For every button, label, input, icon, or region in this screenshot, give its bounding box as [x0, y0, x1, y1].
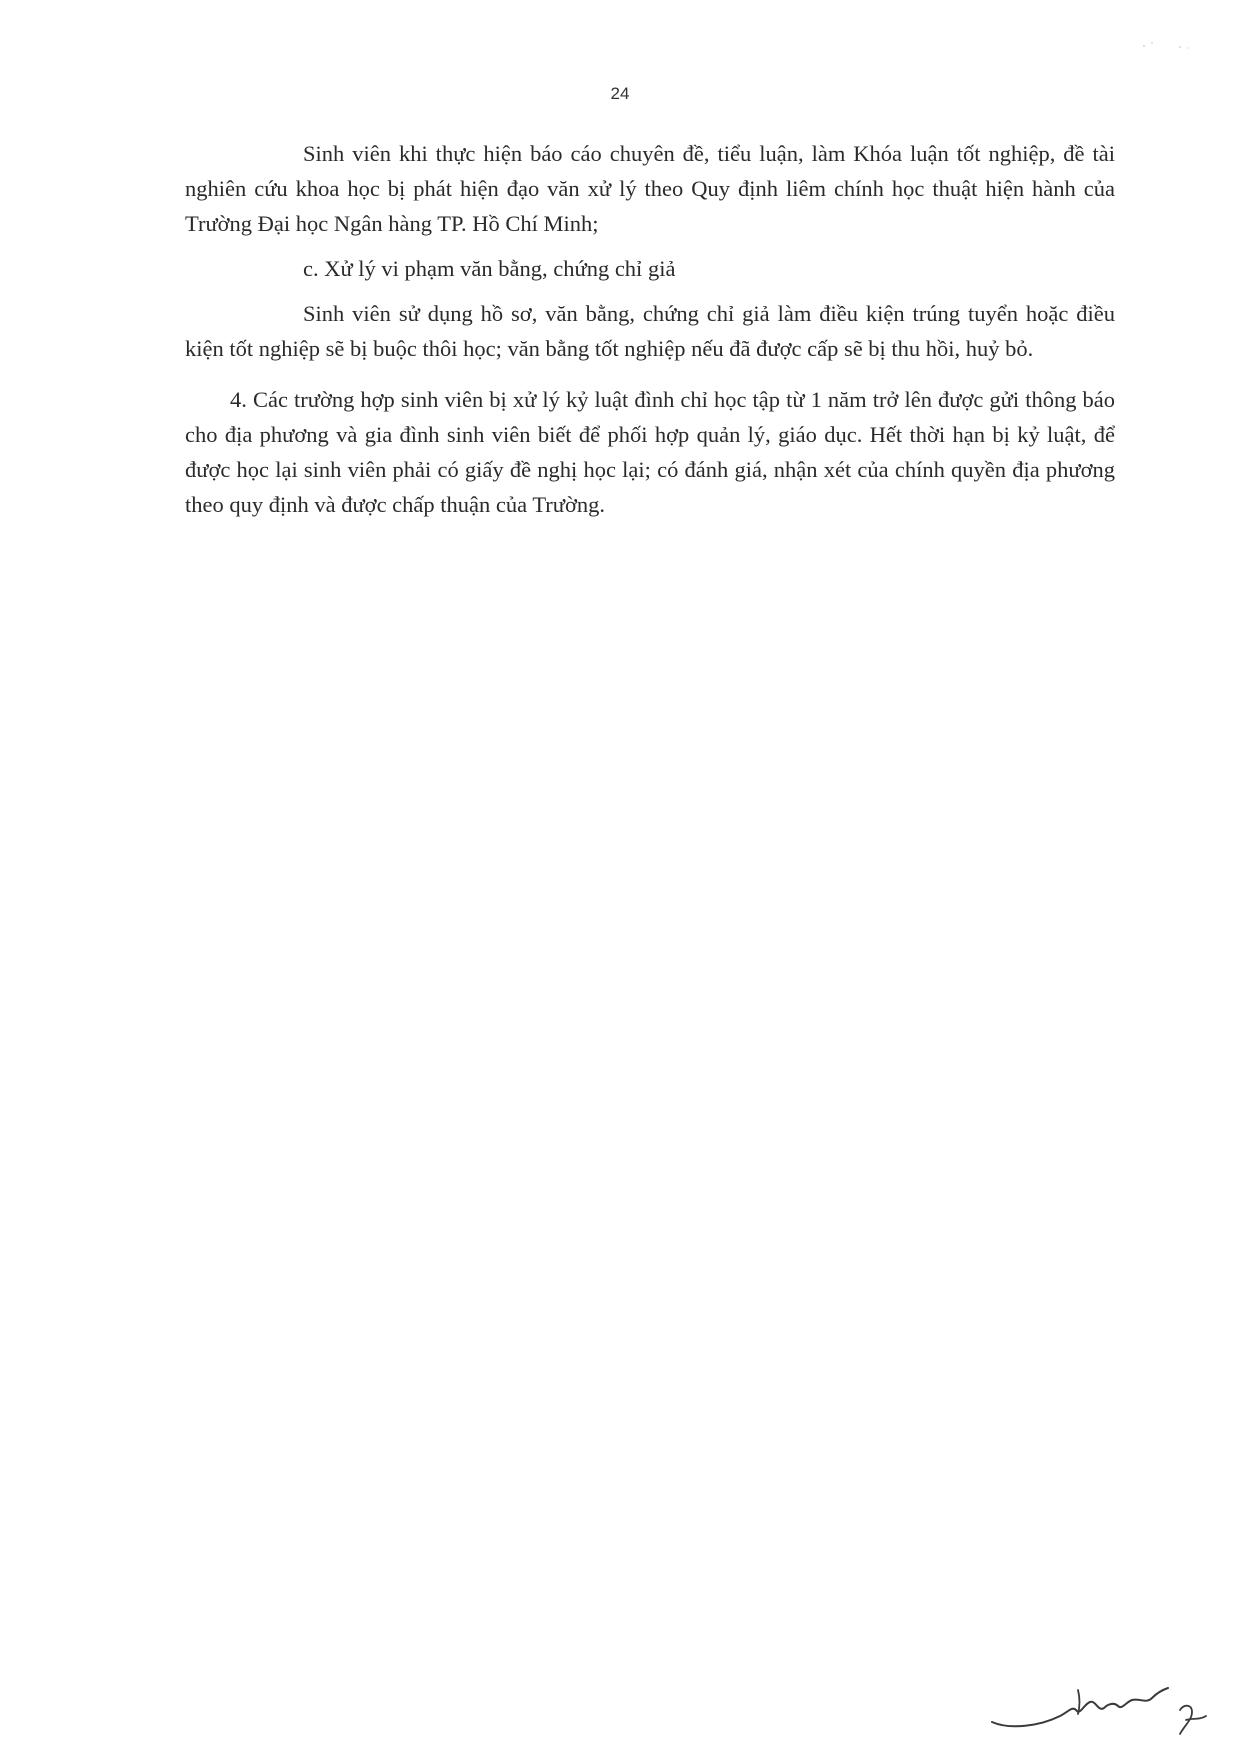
document-body [185, 136, 1115, 522]
handwritten-signature [980, 1660, 1220, 1740]
scan-speck-marks [1140, 40, 1200, 52]
paragraph-fake-certificates: Sinh viên sử dụng hồ sơ, văn bằng, chứng chỉ giả làm điều kiện trúng tuyển hoặc điều kiện tốt nghiệp sẽ bị buộc thôi học; văn bằng tốt nghiệp nếu đã được cấp sẽ bị thu hồi, huỷ bỏ. [185, 301, 1115, 361]
paragraph-suspension-notice: 4. Các trường hợp sinh viên bị xử lý kỷ luật đình chỉ học tập từ 1 năm trở lên được gửi thông báo cho địa phương và gia đình sinh viên biết để phối hợp quản lý, giáo dục. Hết thời hạn bị kỷ luật, để được học lại sinh viên phải có giấy đề nghị học lại; có đánh giá, nhận xét của chính quyền địa phương theo quy định và được chấp thuận của Trường. [185, 387, 1115, 517]
paragraph-plagiarism: Sinh viên khi thực hiện báo cáo chuyên đề, tiểu luận, làm Khóa luận tốt nghiệp, đề tài nghiên cứu khoa học bị phát hiện đạo văn xử lý theo Quy định liêm chính học thuật hiện hành của Trường Đại học Ngân hàng TP. Hồ Chí Minh; [185, 141, 1115, 236]
heading-fake-certificates: c. Xử lý vi phạm văn bằng, chứng chỉ giả [303, 256, 676, 281]
page-number: 24 [610, 84, 630, 103]
